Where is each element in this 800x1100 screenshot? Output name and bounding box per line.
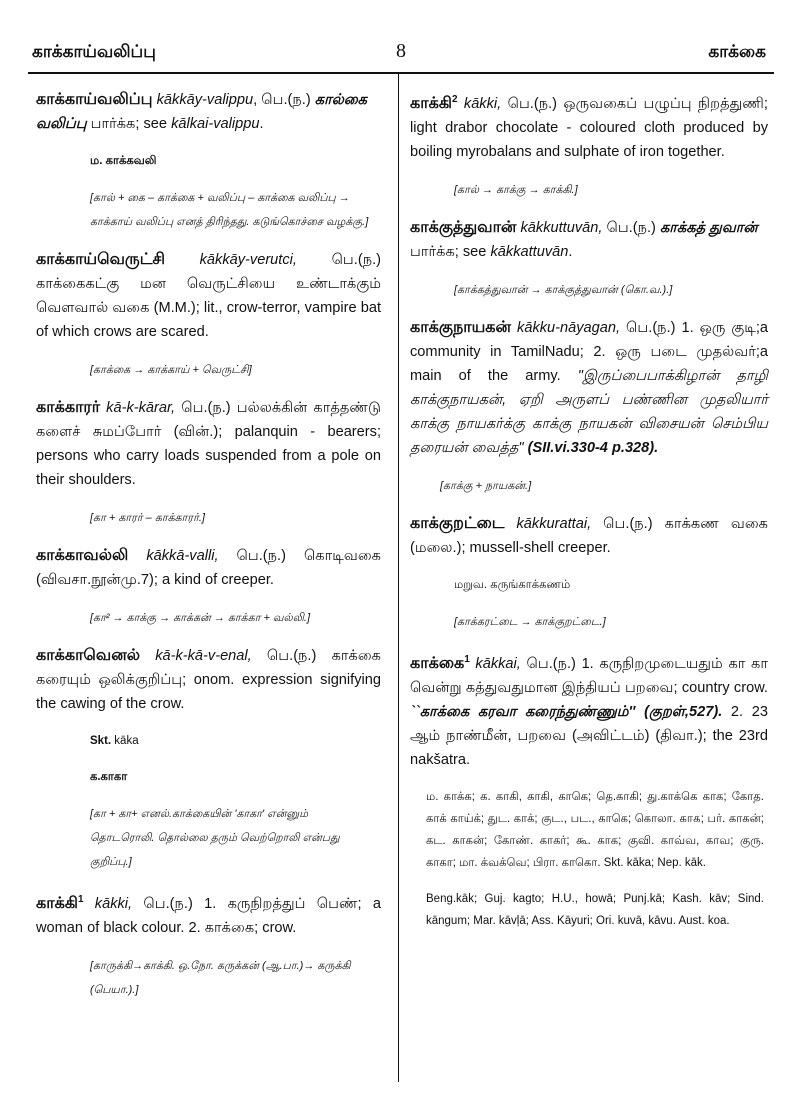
cognate-list-indo-aryan: Beng.kāk; Guj. kagto; H.U., howā; Punj.kā; Kash. kāv; Sind. kāngum; Mar. kāvļā; Ass. Kāyuri; Ori. kuvā, kāvu. Aust. koa. (426, 892, 764, 927)
part-of-speech: பெ.(ந.) (296, 252, 381, 268)
right-column (410, 88, 768, 946)
entry-kakka-valli (36, 544, 381, 592)
definition: ஒருவகைப் பழுப்பு நிறத்துணி; light drabor chocolate - coloured cloth produced by boiling myrobalans and sulphate of iron together. (410, 95, 768, 160)
etymology: [கா + காரர் – காக்காரர்.] (90, 512, 205, 524)
part-of-speech: பெ.(ந.) (218, 548, 286, 564)
column-divider (398, 72, 399, 1082)
transliteration: kā-k-kārar, (106, 400, 176, 416)
period: . (259, 116, 264, 132)
see-transliteration: kākkattuvān (490, 243, 569, 260)
definition: காக்கைகட்கு மன வெருட்சியை உண்டாக்கும் வௌவால் வகை (M.M.); lit., crow-terror, vampire bat of which crows are scared. (36, 276, 381, 340)
transliteration: kākku-nāyagan, (517, 319, 621, 336)
definition: காக்கை கரையும் ஒலிக்குறிப்பு; onom. expression signifying the cawing of the crow. (36, 648, 382, 712)
cognate-list: ம. காக்க; க. காகி, காகி, காகெ; தெ.காகி; து.காக்கெ காக; கோத. காக் காய்க்; துட. காக்; குட., பட., காகெ; கொலா. கா௧; பர். காகன்; கட. காகன்; கோண். காகர்; கூ. காக; குவி. காவ்வ, காவ; குரு. காகா; மா. க்வக்வெ; பிரா. காகொ. Skt. kāka; Nep. kāk. (426, 790, 764, 869)
part-of-speech: பெ.(ந.) (175, 400, 231, 416)
etymology-line: [கால் + கை – காக்கை + வலிப்பு – காக்கை வலிப்பு → (90, 192, 350, 204)
headword: காக்குநாயகன் (410, 318, 512, 336)
citation: (SII.vi.330-4 p.328). (527, 439, 659, 456)
left-column (36, 88, 381, 1016)
entry-kakkay-verutci (36, 248, 381, 344)
cross-reference-tail: பார்க்க; see (410, 243, 491, 260)
homonym-number: 1 (464, 653, 470, 665)
header-rule (28, 72, 774, 74)
etymology-line: [காருக்கி→காக்கி. ஒ.நோ. கருக்கன் (ஆ.பா.)→ கருக்கி (90, 959, 351, 972)
definition: காக்கண வகை (மலை.); mussell-shell creeper. (410, 515, 768, 556)
etymology: [கா² → காக்கு → காக்கன் → காக்கா + வல்லி.] (90, 612, 311, 624)
entry-kakkay-valippu (36, 88, 381, 136)
homonym-number: 1 (77, 894, 84, 905)
headword: காக்காவல்லி (36, 547, 129, 564)
cognate-line: க.காகா (90, 771, 128, 783)
sanskrit-label: Skt. (90, 735, 112, 747)
page-number: 8 (396, 40, 406, 62)
etymology (90, 186, 381, 234)
header-left-guide-word: காக்காய்வலிப்பு (32, 42, 156, 61)
sanskrit-word: kāka (114, 735, 139, 747)
synonym-line: மறுவ. கருங்காக்கணம் (454, 578, 571, 591)
part-of-speech: பெ.(ந.) (602, 219, 656, 236)
transliteration: kā-k-kā-v-enal, (155, 648, 252, 664)
headword: காக்காவெனல் (36, 647, 140, 664)
transliteration: kākkā-valli, (146, 548, 219, 564)
headword: காக்காய்வெருட்சி (36, 251, 165, 268)
etymology: [காக்கரட்டை → காக்குறட்டை.] (454, 615, 606, 628)
etymology: [காக்கு + நாயகன்.] (440, 479, 532, 492)
header-right-guide-word: காக்கை (708, 42, 766, 61)
entry-kakkarar (36, 396, 381, 492)
etymology-line: காக்காய் வலிப்பு எனத் திரிந்தது. கடுங்கொச்சை வழக்கு.] (90, 216, 369, 228)
entry-kakkurattai (410, 512, 768, 560)
cognate-line: ம. காக்கவலி (90, 155, 157, 167)
cross-reference: காக்கத் துவான் (659, 219, 758, 236)
entry-kakku-nayagan (410, 316, 768, 460)
etymology-line: (பெயா.).] (90, 983, 139, 996)
etymology (90, 802, 381, 874)
etymology-line: தொடரொலி. தொல்லை தரும் வெற்றொலி என்பது குறிப்பு.] (90, 832, 340, 868)
part-of-speech: , பெ.(ந.) (253, 92, 311, 108)
page-header (28, 42, 774, 70)
etymology-line: [கா + கா+ எனல்.காக்கையின் 'காகா' என்னும் (90, 808, 309, 820)
definition: கொடிவகை (விவசா.நூன்மு.7); a kind of creeper. (36, 548, 381, 588)
etymology: [கால் → காக்கு → காக்கி.] (454, 183, 578, 196)
definition: பல்லக்கின் காத்தண்டு களைச் சுமப்போர் (வின்.); palanquin - bearers; persons who carry loads suspended from a pole on their shoulders. (36, 400, 382, 488)
headword: காக்கி (36, 894, 78, 912)
headword: காக்கை (410, 654, 465, 672)
headword: காக்குத்துவான் (410, 218, 517, 236)
entry-kakkai-1 (410, 648, 768, 772)
entry-kakkavenal (36, 644, 381, 716)
entry-kakki-1 (36, 888, 381, 940)
part-of-speech: பெ.(ந.) (132, 895, 193, 912)
transliteration: kākki, (463, 95, 502, 112)
definition: 1. ஒரு குடி;a community in TamilNadu; 2. ஒரு படை முதல்வர்;a main of the army. (410, 319, 768, 384)
etymology: [காக்கை → காக்காய் + வெருட்சி] (90, 364, 252, 376)
quotation: ``காக்கை கரவா கரைந்துண்ணும்'' (குறள்,527). (410, 703, 723, 720)
part-of-speech: பெ.(ந.) (620, 319, 676, 336)
part-of-speech: பெ.(ந.) (501, 95, 557, 112)
sanskrit-line (90, 730, 381, 752)
headword: காக்கி (410, 94, 452, 112)
transliteration: kākkāy-valippu (156, 92, 254, 108)
transliteration: kākki, (94, 895, 133, 912)
homonym-number: 2 (451, 94, 458, 105)
etymology (90, 954, 381, 1002)
definition: 1. கருநிறமுடையதும் கா கா வென்று கத்துவதுமான இந்தியப் பறவை; country crow. (410, 655, 769, 696)
cross-reference-tail: பார்க்க; see (86, 116, 172, 132)
quotation: "இருப்பைபாக்கிழான் தாழி காக்குநாயகன், ஏறி அருளப் பண்ணின முதலியார் காக்கு நாயகர்க்கு காக்கு நாயகன் விசையன் செம்பிய தரையன் வைத்த" (410, 367, 768, 456)
entry-kakki-2 (410, 88, 768, 164)
transliteration: kākkuttuvān, (520, 219, 603, 236)
part-of-speech: பெ.(ந.) (591, 515, 653, 532)
see-transliteration: kālkai-valippu (171, 116, 260, 132)
part-of-speech: பெ.(ந.) (251, 648, 317, 664)
etymology: [காக்கத்துவான் → காக்குத்துவான் (கொ.வ.).] (454, 283, 673, 296)
transliteration: kākkurattai, (516, 515, 592, 532)
definition-continued: 2. 23 ஆம் நாண்மீன், பறவை (அவிட்டம்) (திவா.); the 23rd nakšatra. (410, 703, 769, 768)
headword: காக்குறட்டை (410, 514, 505, 532)
part-of-speech: பெ.(ந.) (520, 655, 576, 672)
transliteration: kākkāy-verutci, (199, 252, 297, 268)
headword: காக்காய்வலிப்பு (36, 91, 153, 108)
entry-kakkuttuvan (410, 216, 768, 264)
period: . (568, 243, 573, 260)
definition: 1. கருநிறத்துப் பெண்; a woman of black colour. 2. காக்கை; crow. (36, 895, 381, 936)
headword: காக்காரர் (36, 399, 101, 416)
transliteration: kākkai, (475, 655, 521, 672)
cross-reference: கால்கை வலிப்பு (36, 92, 367, 132)
